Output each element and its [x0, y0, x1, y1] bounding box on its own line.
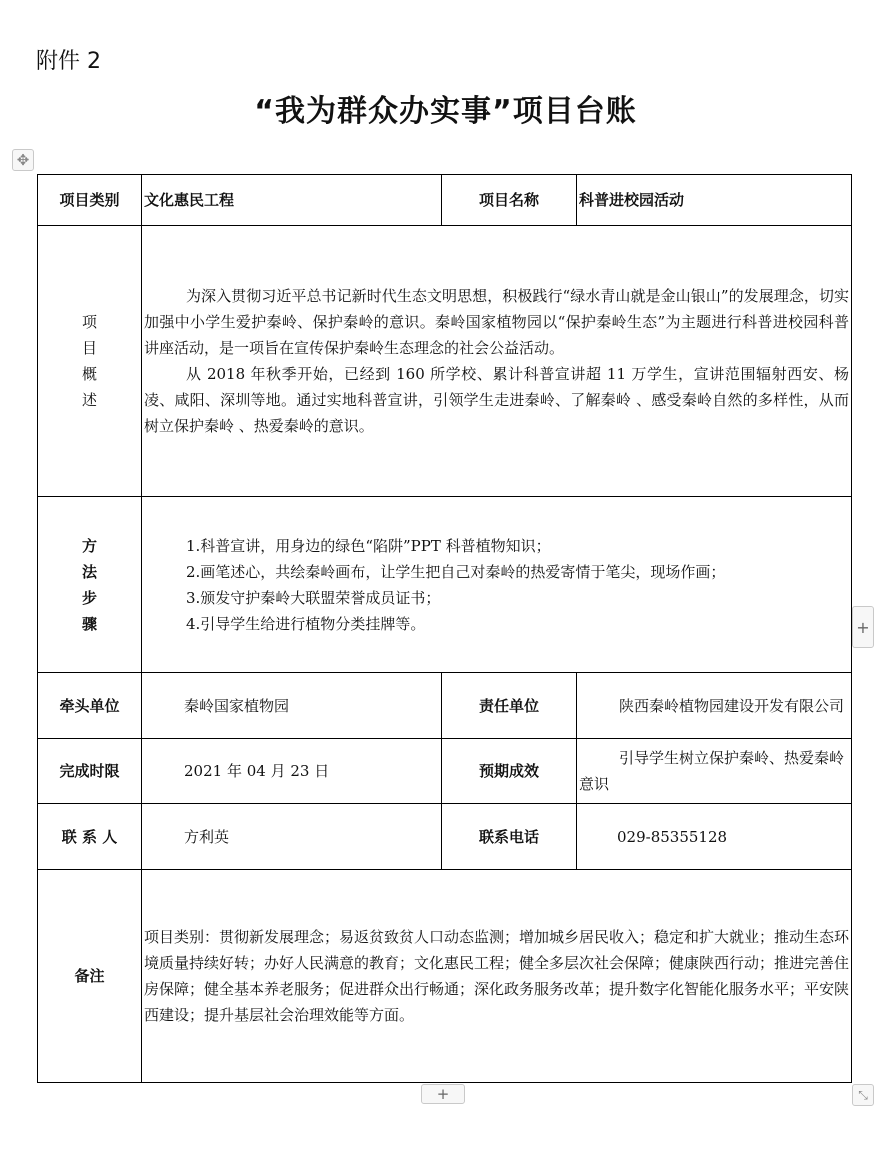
- table-row: [38, 226, 852, 497]
- responsible-unit-text: 陕西秦岭植物园建设开发有限公司: [619, 696, 845, 715]
- contact-phone-label: 联系电话: [442, 804, 577, 870]
- table-row: [38, 175, 852, 226]
- add-row-button[interactable]: [421, 1084, 465, 1104]
- attachment-label: 附件 2: [36, 49, 101, 74]
- overview-content[interactable]: [142, 226, 852, 497]
- contact-person-label: 联 系 人: [38, 804, 142, 870]
- table-row: [38, 870, 852, 1083]
- category-value[interactable]: 文化惠民工程: [142, 175, 442, 226]
- project-name-value[interactable]: 科普进校园活动: [577, 175, 852, 226]
- table-row: [38, 804, 852, 870]
- table-row: [38, 673, 852, 739]
- table-resize-handle[interactable]: [852, 1084, 874, 1106]
- expected-outcome-value[interactable]: [577, 739, 852, 804]
- project-ledger-table: [37, 174, 852, 1083]
- plus-icon: +: [436, 1085, 450, 1103]
- method-step: 1.科普宣讲，用身边的绿色“陷阱”PPT 科普植物知识；: [186, 536, 551, 555]
- overview-paragraph: 为深入贯彻习近平总书记新时代生态文明思想，积极践行“绿水青山就是金山银山”的发展理念，切实加强中小学生爱护秦岭、保护秦岭的意识。秦岭国家植物园以“保护秦岭生态”为主题进行科普进校园科普讲座活动，是一项旨在宣传保护秦岭生态理念的社会公益活动。: [144, 287, 849, 357]
- responsible-unit-label: 责任单位: [442, 673, 577, 739]
- project-name-label: 项目名称: [442, 175, 577, 226]
- category-label: 项目类别: [38, 175, 142, 226]
- add-column-button[interactable]: [852, 606, 874, 648]
- expected-outcome-text: 引导学生树立保护秦岭、热爱秦岭意识: [579, 749, 845, 793]
- method-label: 方 法 步 骤: [38, 497, 142, 673]
- plus-icon: +: [856, 617, 870, 637]
- method-step: 3.颁发守护秦岭大联盟荣誉成员证书；: [186, 588, 441, 607]
- resize-icon: ⤡: [858, 1087, 868, 1102]
- remark-label: 备注: [38, 870, 142, 1083]
- method-step: 2.画笔述心，共绘秦岭画布，让学生把自己对秦岭的热爱寄情于笔尖，现场作画；: [186, 562, 726, 581]
- overview-label: 项 目 概 述: [38, 226, 142, 497]
- deadline-value[interactable]: 2021 年 04 月 23 日: [142, 739, 442, 804]
- expected-outcome-label: 预期成效: [442, 739, 577, 804]
- contact-person-value[interactable]: 方利英: [142, 804, 442, 870]
- method-content[interactable]: [142, 497, 852, 673]
- lead-unit-label: 牵头单位: [38, 673, 142, 739]
- table-row: [38, 739, 852, 804]
- lead-unit-value[interactable]: 秦岭国家植物园: [142, 673, 442, 739]
- move-icon: ✥: [16, 151, 30, 169]
- overview-paragraph: 从 2018 年秋季开始，已经到 160 所学校、累计科普宣讲超 11 万学生，宣讲范围辐射西安、杨凌、咸阳、深圳等地。通过实地科普宣讲，引领学生走进秦岭、了解秦岭 、感受秦岭自然的多样性，从而树立保护秦岭 、热爱秦岭的意识。: [144, 365, 849, 435]
- responsible-unit-value[interactable]: [577, 673, 852, 739]
- page-title: “我为群众办实事”项目台账: [254, 94, 637, 129]
- method-step: 4.引导学生给进行植物分类挂牌等。: [186, 614, 426, 633]
- remark-content[interactable]: 项目类别：贯彻新发展理念；易返贫致贫人口动态监测；增加城乡居民收入；稳定和扩大就业；推动生态环境质量持续好转；办好人民满意的教育；文化惠民工程；健全多层次社会保障；健康陕西行动；推进完善住房保障；健全基本养老服务；促进群众出行畅通；深化政务服务改革；提升数字化智能化服务水平；平安陕西建设；提升基层社会治理效能等方面。: [142, 870, 852, 1083]
- table-row: [38, 497, 852, 673]
- table-move-handle[interactable]: [12, 149, 34, 171]
- deadline-label: 完成时限: [38, 739, 142, 804]
- contact-phone-value[interactable]: 029-85355128: [577, 804, 852, 870]
